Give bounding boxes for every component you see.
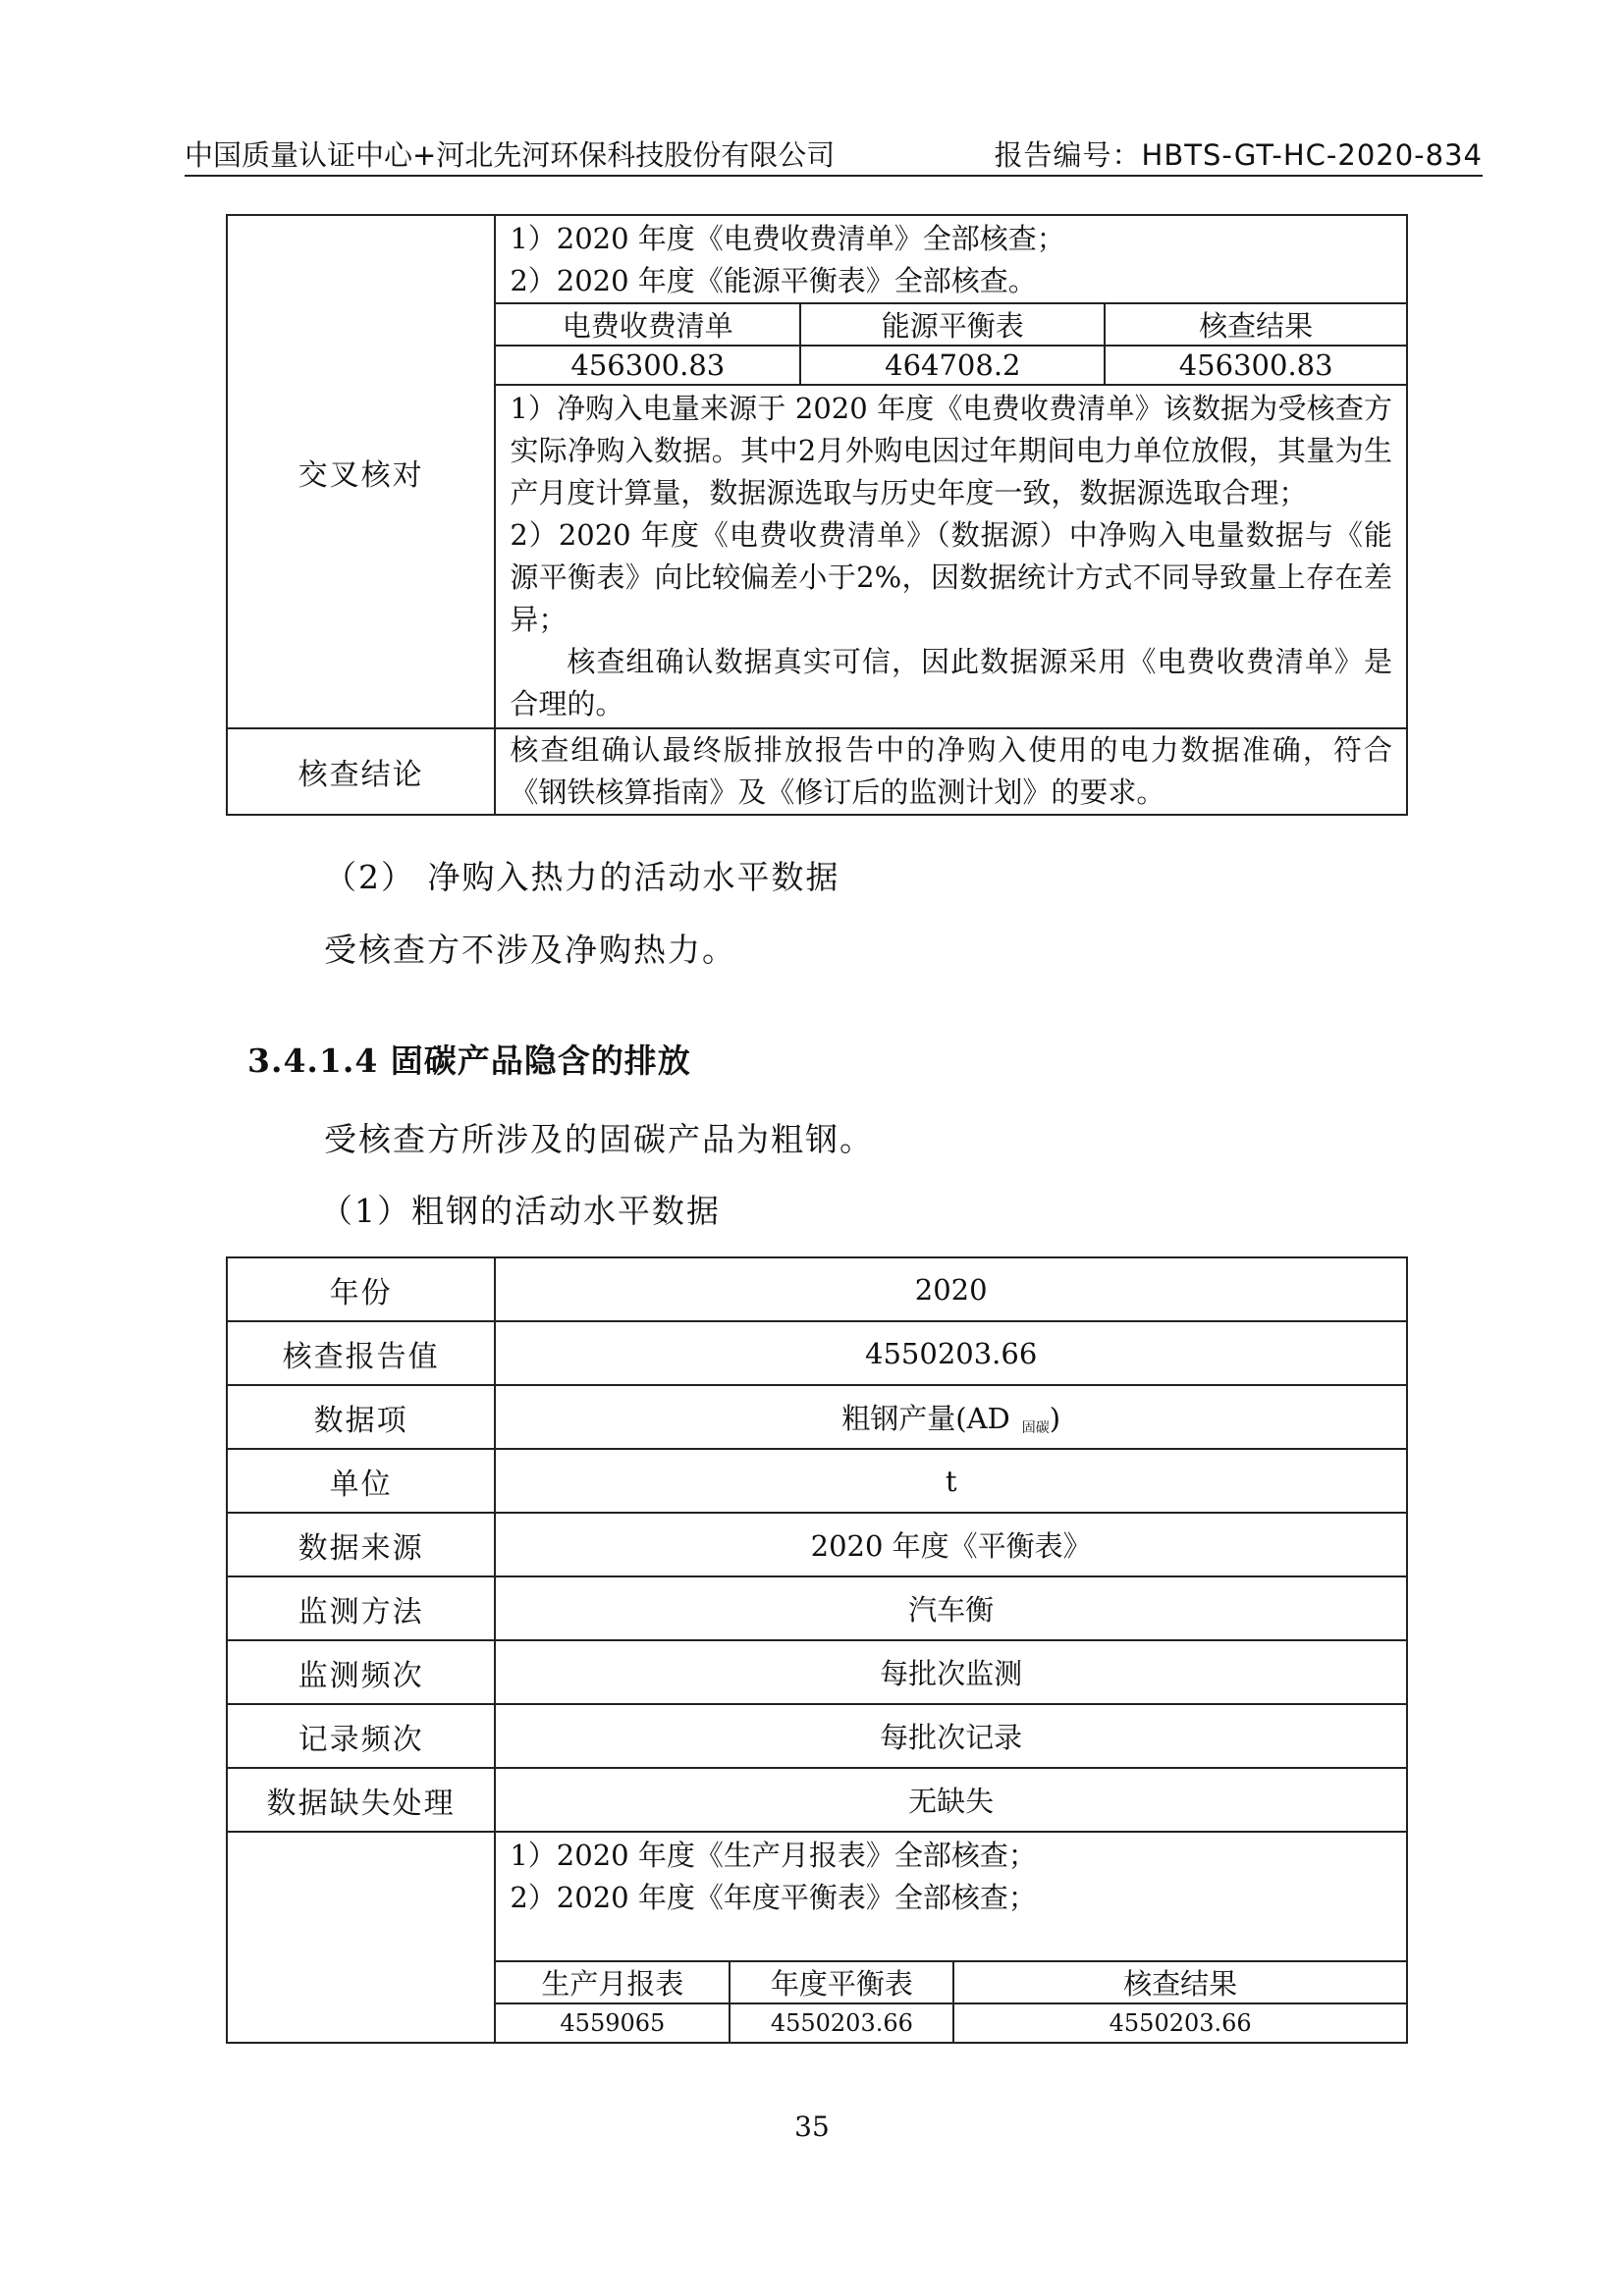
cross-check-cell: [495, 215, 1407, 385]
inner-value: 456300.83: [1105, 346, 1406, 384]
check-line: 1）2020 年度《生产月报表》全部核查；: [510, 1839, 1037, 1872]
row-label: 数据来源: [227, 1513, 495, 1576]
note: 2）2020 年度《电费收费清单》（数据源）中净购入电量数据与《能源平衡表》向比较偏差小于2%，因数据统计方式不同导致量上存在差异；: [510, 518, 1392, 636]
row-value: t: [495, 1449, 1407, 1513]
inner-value: 4550203.66: [953, 2003, 1406, 2042]
note: 1）净购入电量来源于 2020 年度《电费收费清单》该数据为受核查方实际净购入数据。其中2月外购电因过年期间电力单位放假，其量为生产月度计算量，数据源选取与历史年度一致，数据源选取合理；: [510, 392, 1392, 509]
row-label: 记录频次: [227, 1704, 495, 1768]
data-item-subscript: 固碳: [1021, 1420, 1050, 1436]
row-value: 无缺失: [495, 1768, 1407, 1832]
inner-header: 核查结果: [1105, 303, 1406, 346]
row-label: 单位: [227, 1449, 495, 1513]
inner-value: 4559065: [496, 2003, 730, 2042]
electricity-check-table: [226, 214, 1408, 816]
inner-value: 456300.83: [496, 346, 800, 384]
page-header: [185, 130, 1483, 177]
inner-value: 464708.2: [800, 346, 1105, 384]
check-line: 2）2020 年度《能源平衡表》全部核查。: [510, 264, 1037, 297]
section-item-steel: （1）粗钢的活动水平数据: [320, 1192, 721, 1230]
paragraph-no-heat: 受核查方不涉及净购热力。: [324, 931, 736, 969]
conclusion-label: 核查结论: [227, 728, 495, 815]
row-label: 数据项: [227, 1385, 495, 1449]
inner-value: 4550203.66: [730, 2003, 953, 2042]
row-value: 每批次记录: [495, 1704, 1407, 1768]
row-value: 粗钢产量(AD $_{固碳}$): [495, 1385, 1407, 1449]
inner-header: 生产月报表: [496, 1961, 730, 2003]
section-item-heat: （2） 净购入热力的活动水平数据: [324, 858, 840, 896]
row-label: 监测频次: [227, 1640, 495, 1704]
section-heading: 3.4.1.4 固碳产品隐含的排放: [247, 1041, 691, 1080]
row-label: 数据缺失处理: [227, 1768, 495, 1832]
cross-check-notes: [495, 385, 1407, 728]
inner-header: 电费收费清单: [496, 303, 800, 346]
conclusion-text: 核查组确认最终版排放报告中的净购入使用的电力数据准确，符合《钢铁核算指南》及《修订后的监测计划》的要求。: [510, 733, 1392, 809]
check-line: 2）2020 年度《年度平衡表》全部核查；: [510, 1881, 1037, 1914]
crude-steel-table: [226, 1256, 1408, 2044]
inner-header: 核查结果: [953, 1961, 1406, 2003]
row-value: 2020: [495, 1257, 1407, 1321]
row-value: 汽车衡: [495, 1576, 1407, 1640]
cross-check-cell: [495, 1832, 1407, 2043]
conclusion-cell: [495, 728, 1407, 815]
cross-check-label: 交叉核对: [227, 215, 495, 728]
page-number: 35: [794, 2110, 830, 2143]
inner-header: 年度平衡表: [730, 1961, 953, 2003]
paragraph-product: 受核查方所涉及的固碳产品为粗钢。: [324, 1120, 874, 1158]
inner-header: 能源平衡表: [800, 303, 1105, 346]
data-item-text: 粗钢产量(AD: [841, 1402, 1010, 1435]
steel-compare-table: [496, 1960, 1406, 2042]
header-org: 中国质量认证中心+河北先河环保科技股份有限公司: [185, 138, 836, 172]
note: 核查组确认数据真实可信，因此数据源采用《电费收费清单》是合理的。: [510, 645, 1392, 721]
row-label: 核查报告值: [227, 1321, 495, 1385]
row-label: 监测方法: [227, 1576, 495, 1640]
header-report-number: 报告编号：HBTS-GT-HC-2020-834: [994, 138, 1483, 172]
row-label: 年份: [227, 1257, 495, 1321]
check-line: 1）2020 年度《电费收费清单》全部核查；: [510, 222, 1065, 255]
row-value: 每批次监测: [495, 1640, 1407, 1704]
row-value: 4550203.66: [495, 1321, 1407, 1385]
row-value: 2020 年度《平衡表》: [495, 1513, 1407, 1576]
empty-label-cell: [227, 1832, 495, 2043]
electricity-compare-table: [496, 302, 1406, 384]
